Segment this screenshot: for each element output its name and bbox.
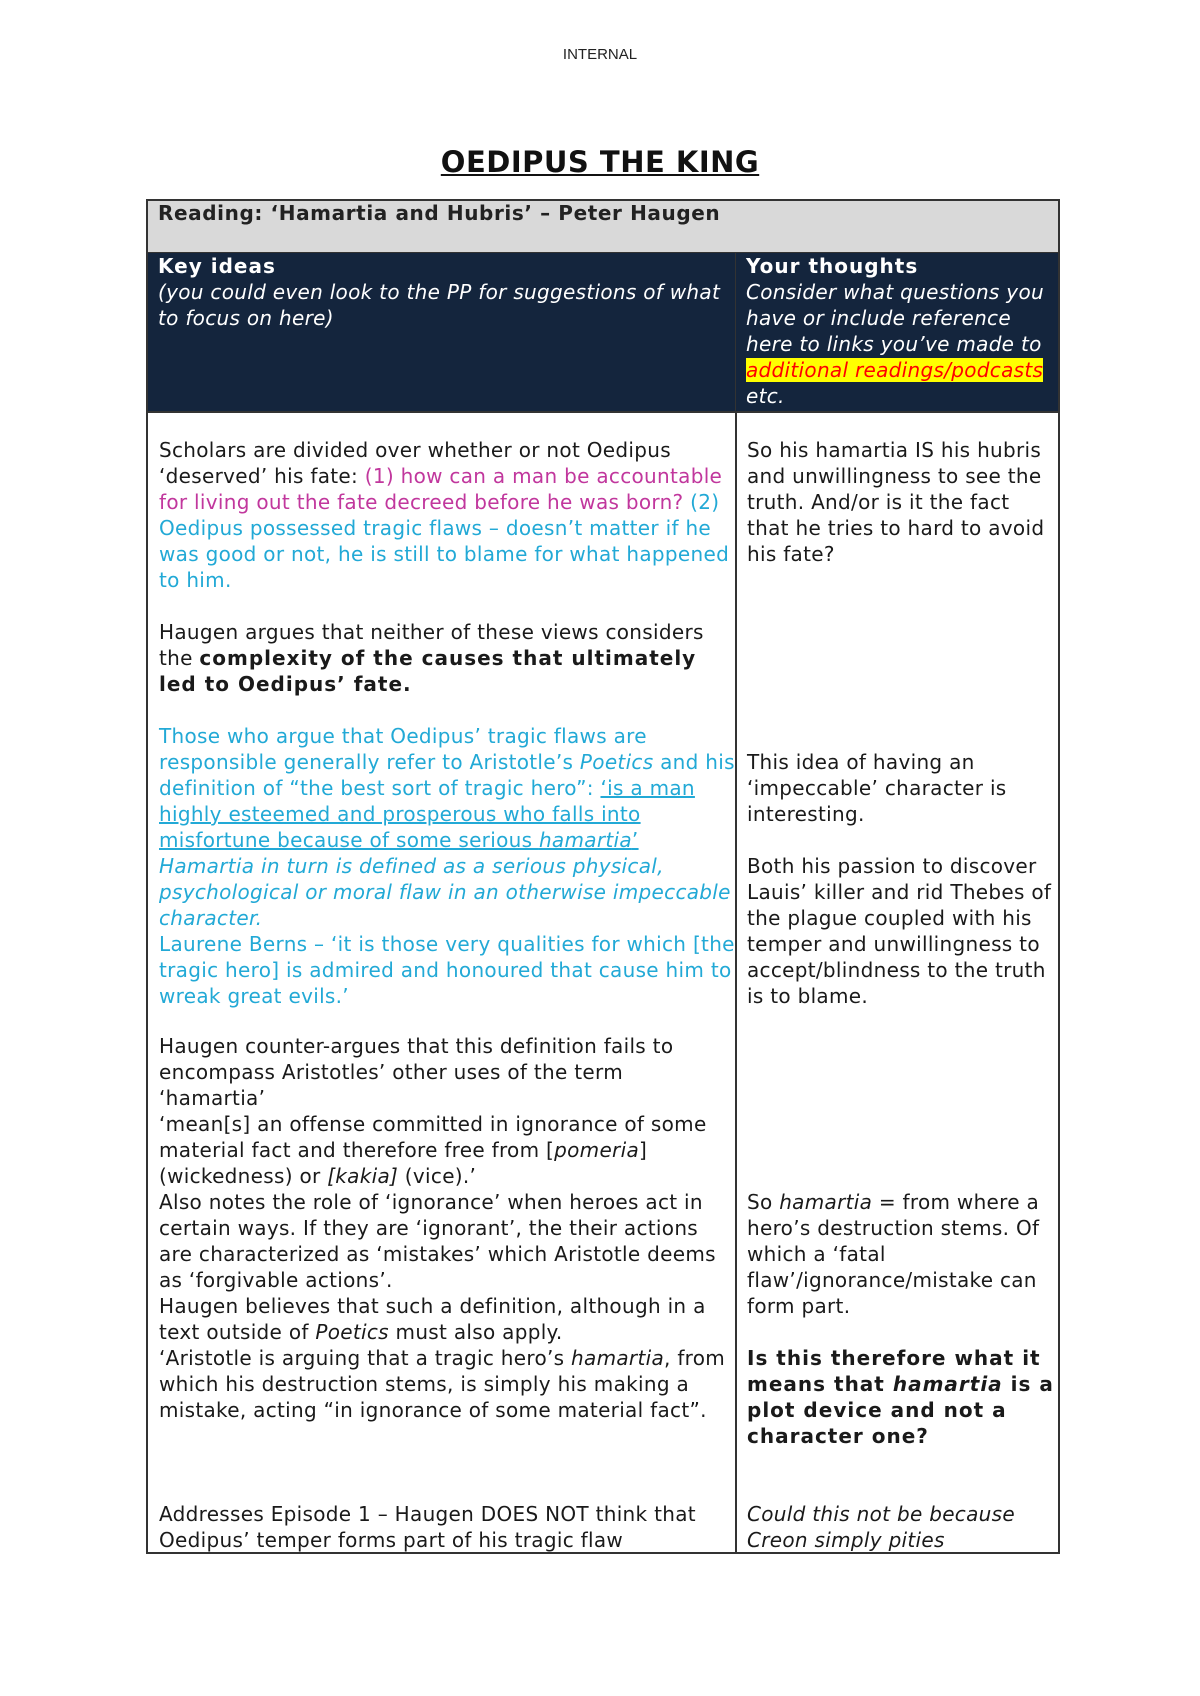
key-ideas-header <box>148 253 736 411</box>
key-idea-counter-argues: Haugen counter-argues that this definition fails to encompass Aristotles’ other uses of the term ‘hamartia’ ‘mean[s] an offense committed in ignorance of some material fact and therefore free from [pomeria] (wickedness) or [kakia] (vice).’ <box>159 1034 707 1188</box>
thought-impeccable: This idea of having an ‘impeccable’ character is interesting. <box>747 750 1007 826</box>
key-idea-scholars-divided: Scholars are divided over whether or not Oedipus ‘deserved’ his fate: (1) how can a man be accountable for living out the fate decreed before he was born? (2) Oedipus possessed tragic flaws – doesn’t matter if he was good or not, he is still to blame for what happened to him. <box>159 438 730 592</box>
your-thoughts-subtitle: Consider what questions you have or include reference here to links you’ve made to additional readings/podcasts etc. <box>746 280 1044 408</box>
thought-plot-device: Is this therefore what it means that hamartia is a plot device and not a character one? <box>747 1346 1054 1448</box>
key-idea-tragic-flaws: Those who argue that Oedipus’ tragic flaws are responsible generally refer to Aristotle’s Poetics and his definition of “the best sort of tragic hero”: ‘is a man highly esteemed and prosperous who falls into misfortune because of some serious hamartia’ Hamartia in turn is defined as a serious physical, psychological or moral flaw in an otherwise impeccable character. Laurene Berns – ‘it is those very qualities for which [the tragic hero] is admired and honoured that cause him to wreak great evils.’ <box>159 724 735 1008</box>
thought-destruction-stems: So hamartia = from where a hero’s destruction stems. Of which a ‘fatal flaw’/ignorance/mistake can form part. <box>747 1190 1040 1318</box>
thought-creon-pities: Could this not be because Creon simply pities <box>747 1502 1015 1552</box>
document-title: OEDIPUS THE KING <box>440 145 760 179</box>
your-thoughts-header <box>736 253 1058 411</box>
thought-hamartia-hubris: So his hamartia IS his hubris and unwillingness to see the truth. And/or is it the fact that he tries to hard to avoid his fate? <box>747 438 1045 566</box>
header-divider <box>148 411 1058 413</box>
key-idea-haugen-argues: Haugen argues that neither of these views considers the complexity of the causes that ultimately led to Oedipus’ fate. <box>159 620 704 696</box>
reading-header: Reading: ‘Hamartia and Hubris’ – Peter Haugen <box>158 201 721 225</box>
key-idea-episode-1: Addresses Episode 1 – Haugen DOES NOT think that Oedipus’ temper forms part of his tragic flaw <box>159 1502 696 1552</box>
key-ideas-subtitle: (you could even look to the PP for suggestions of what to focus on here) <box>158 280 721 330</box>
header-label: INTERNAL <box>562 46 638 63</box>
key-ideas-title: Key ideas <box>158 254 276 278</box>
column-divider <box>735 411 737 1554</box>
key-idea-ignorance: Also notes the role of ‘ignorance’ when heroes act in certain ways. If they are ‘ignorant’, the their actions are characterized as ‘mistakes’ which Aristotle deems as ‘forgivable actions’. Haugen believes that such a definition, although in a text outside of Poetics must also apply. ‘Aristotle is arguing that a tragic hero’s hamartia, from which his destruction stems, is simply his making a mistake, acting “in ignorance of some material fact”. <box>159 1190 726 1422</box>
reading-header-row <box>148 201 1058 253</box>
your-thoughts-title: Your thoughts <box>746 254 919 278</box>
thought-passion: Both his passion to discover Lauis’ killer and rid Thebes of the plague coupled with his temper and unwillingness to accept/blindness to the truth is to blame. <box>747 854 1052 1008</box>
highlighted-text: additional readings/podcasts <box>746 358 1044 382</box>
reading-table <box>146 199 1060 1554</box>
